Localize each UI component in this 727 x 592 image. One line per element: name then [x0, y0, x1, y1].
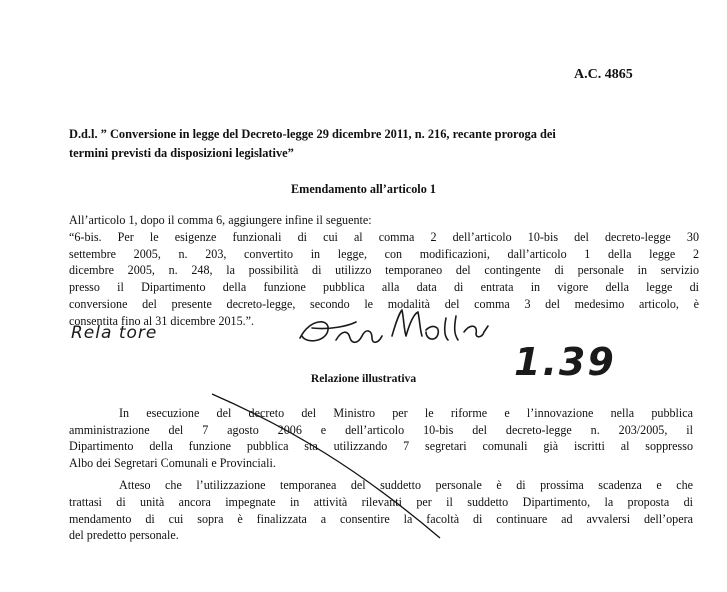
amendment-line: All’articolo 1, dopo il comma 6, aggiungere infine il seguente:: [69, 213, 372, 227]
report-line: Atteso che l’utilizzazione temporanea del suddetto personale è di prossima scadenza e che: [119, 478, 693, 493]
report-line: trattasi di unità ancora impegnate in attività rilevanti per il suddetto Dipartimento, la proposta di: [69, 494, 693, 509]
report-line: mendamento di cui sopra è finalizzata a consentire la facoltà di continuare ad avvalersi dell’opera: [69, 511, 693, 526]
ddl-title-line: termini previsti da disposizioni legislative”: [69, 146, 294, 160]
handwritten-relatore: Rela tore: [71, 323, 158, 343]
amendment-line: dicembre 2005, n. 248, la possibilità di utilizzo temporaneo del contingente di personale in servizio: [69, 263, 699, 278]
amendment-heading: Emendamento all’articolo 1: [291, 182, 436, 196]
handwritten-amendment-number: 1.39: [514, 340, 616, 384]
report-line: del predetto personale.: [69, 528, 179, 543]
amendment-line: settembre 2005, n. 203, convertito in legge, con modificazioni, dall’articolo 1 della legge 2: [69, 246, 699, 261]
report-line: Dipartimento della funzione pubblica sta utilizzando 7 segretari comunali già iscritti al soppresso: [69, 439, 693, 454]
amendment-line: presso il Dipartimento della funzione pubblica alla data di entrata in vigore della legge di: [69, 280, 699, 295]
amendment-line: conversione del presente decreto-legge, secondo le modalità del comma 3 del medesimo articolo, è: [69, 296, 699, 311]
report-heading: Relazione illustrativa: [310, 372, 417, 385]
amendment-line: consentita fino al 31 dicembre 2015.”.: [69, 313, 255, 328]
report-line: In esecuzione del decreto del Ministro per le riforme e l’innovazione nella pubblica: [119, 406, 693, 420]
report-line: Albo dei Segretari Comunali e Provinciali.: [69, 455, 276, 470]
amendment-line: “6-bis. Per le esigenze funzionali di cui al comma 2 dell’articolo 10-bis del decreto-legge 30: [69, 229, 699, 244]
ddl-title-line: D.d.l. ” Conversione in legge del Decreto-legge 29 dicembre 2011, n. 216, recante proroga dei: [69, 127, 556, 141]
document-number: A.C. 4865: [574, 67, 633, 82]
report-line: amministrazione del 7 agosto 2006 e dell’articolo 10-bis del decreto-legge n. 203/2005, il: [69, 422, 693, 437]
